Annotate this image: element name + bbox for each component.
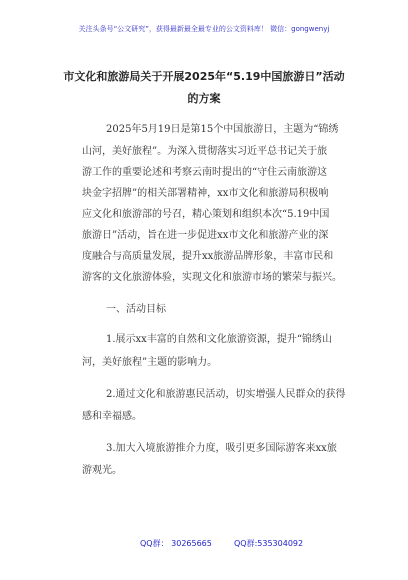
- document-title: [54, 66, 354, 110]
- intro-paragraph-line-6: 旅游日”活动，旨在进一步促进xx市文化和旅游产业的深: [82, 230, 329, 241]
- document-title-line-2: 的方案: [187, 92, 221, 105]
- header-promo-note: 关注头条号“公文研究”，获得最新最全最专业的公文资料库！ 微信：gongwenyj: [78, 25, 330, 33]
- intro-paragraph-line-4: 块金字招牌”的相关部署精神，xx市文化和旅游局积极响: [82, 188, 329, 199]
- intro-paragraph-line-7: 度融合与高质量发展，提升xx旅游品牌形象，丰富市民和: [82, 251, 334, 262]
- goal-2-line-2: 感和幸福感。: [82, 411, 142, 422]
- goal-1-line-2: 河，美好旅程”主题的影响力。: [82, 357, 218, 368]
- intro-paragraph-line-2: 山河，美好旅程”。为深入贯彻落实习近平总书记关于旅: [82, 146, 328, 157]
- footer-qq-group-1: QQ群： 30265665: [140, 539, 212, 548]
- intro-paragraph-line-1: 2025年5月19日是第15个中国旅游日，主题为“锦绣: [106, 124, 339, 135]
- intro-paragraph-line-5: 应文化和旅游部的号召，精心策划和组织本次“5.19中国: [82, 209, 330, 220]
- section-heading-goals: 一、活动目标: [106, 304, 166, 315]
- intro-paragraph-line-3: 游工作的重要论述和考察云南时提出的“守住云南旅游这: [82, 167, 328, 178]
- footer-contact: [0, 538, 408, 552]
- footer-qq-group-2: QQ群:535304092: [234, 539, 304, 548]
- document-title-line-1: 市文化和旅游局关于开展2025年“5.19中国旅游日”活动: [63, 70, 345, 83]
- intro-paragraph-line-8: 游客的文化旅游体验，实现文化和旅游市场的繁荣与振兴。: [82, 272, 342, 283]
- goal-3-line-2: 游观光。: [82, 465, 122, 476]
- goal-3-line-1: 3.加大入境旅游推介力度，吸引更多国际游客来xx旅: [106, 443, 337, 454]
- goal-2-line-1: 2.通过文化和旅游惠民活动，切实增强人民群众的获得: [106, 389, 346, 400]
- goal-1-line-1: 1.展示xx丰富的自然和文化旅游资源，提升“锦绣山: [106, 334, 332, 345]
